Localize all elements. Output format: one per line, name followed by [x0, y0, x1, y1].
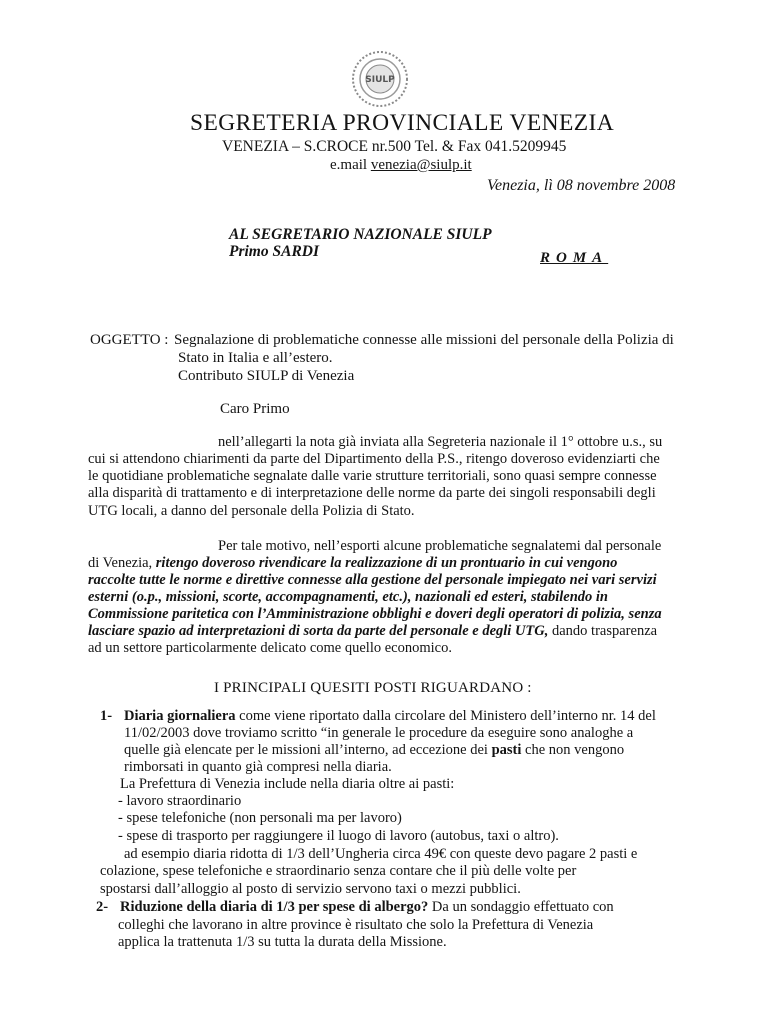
plain-text: che non vengono — [521, 742, 625, 758]
plain-text: di Venezia, — [88, 555, 156, 571]
item-line — [124, 708, 656, 725]
section-title: I PRINCIPALI QUESITI POSTI RIGUARDANO : — [214, 680, 532, 696]
paragraph-line — [88, 555, 617, 572]
item-line: colazione, spese telefoniche e straordinario senza contare che il più delle volte per — [100, 863, 577, 879]
greeting: Caro Primo — [220, 401, 290, 417]
item-number: 2- — [96, 899, 109, 915]
plain-text: quelle già elencate per le missioni all’interno, ad eccezione dei — [124, 742, 492, 758]
emphasis-text: pasti — [491, 742, 522, 758]
item-line: spostarsi dall’alloggio al posto di servizio servono taxi o mezzi pubblici. — [100, 881, 521, 897]
plain-text: Da un sondaggio effettuato con — [428, 899, 614, 915]
item-line: 11/02/2003 dove troviamo scritto “in generale le procedure da eseguire sono analoghe a — [124, 725, 634, 741]
item-line: rimborsati in quanto già compresi nella diaria. — [124, 759, 392, 775]
paragraph-line: Per tale motivo, nell’esporti alcune problematiche segnalatemi dal personale — [218, 538, 662, 554]
emphasis-text: ritengo doveroso rivendicare la realizzazione di un prontuario in cui vengono — [155, 555, 618, 571]
paragraph-line — [88, 623, 657, 640]
item-line: applica la trattenuta 1/3 su tutta la durata della Missione. — [118, 934, 447, 950]
plain-text: dando trasparenza — [548, 623, 658, 639]
subject-label: OGGETTO : — [90, 332, 169, 348]
paragraph-line: alla disparità di trattamento e di interpretazione delle norme da parte dei singoli responsabili degli — [88, 485, 656, 501]
item-line — [120, 899, 614, 916]
item-line — [124, 742, 624, 759]
item-line: colleghi che lavorano in altre province è risultato che solo la Prefettura di Venezia — [118, 917, 594, 933]
item-line: ad esempio diaria ridotta di 1/3 dell’Ungheria circa 49€ con queste devo pagare 2 pasti e — [124, 846, 638, 862]
letter-date: Venezia, lì 08 novembre 2008 — [487, 177, 676, 194]
item-line: La Prefettura di Venezia include nella diaria oltre ai pasti: — [120, 776, 455, 792]
siulp-seal-logo — [351, 50, 409, 108]
logo-text: SIULP — [365, 75, 395, 85]
paragraph-line: ad un settore particolarmente delicato come quello economico. — [88, 640, 452, 656]
plain-text: come viene riportato dalla circolare del Ministero dell’interno nr. 14 del — [235, 708, 656, 724]
item-number: 1- — [100, 708, 113, 724]
paragraph-line: nell’allegarti la nota già inviata alla Segreteria nazionale il 1° ottobre u.s., su — [218, 434, 663, 450]
emphasis-line: esterni (o.p., missioni, scorte, accompagnamenti, etc.), nazionali ed esteri, stabilendo in — [88, 589, 608, 605]
emphasis-text: lasciare spazio ad interpretazioni di sorta da parte del personale e degli UTG, — [88, 623, 549, 639]
item-title: Diaria giornaliera — [124, 708, 236, 724]
emphasis-line: Commissione paritetica con l’Amministrazione obblighi e doveri degli operatori di polizia, senza — [88, 606, 662, 622]
letterhead-title: SEGRETERIA PROVINCIALE VENEZIA — [190, 110, 615, 136]
subject-line: Segnalazione di problematiche connesse alle missioni del personale della Polizia di — [174, 332, 674, 348]
list-item: - spese telefoniche (non personali ma per lavoro) — [118, 810, 402, 826]
letterhead-address: VENEZIA – S.CROCE nr.500 Tel. & Fax 041.5209945 — [222, 138, 567, 155]
emphasis-line: raccolte tutte le norme e direttive connesse alla gestione del personale impiegato nei vari servizi — [88, 572, 657, 588]
list-item: - lavoro straordinario — [118, 793, 242, 809]
paragraph-line: le quotidiane problematiche segnalate dalle varie strutture territoriali, sono quasi sempre connesse — [88, 468, 657, 484]
recipient-name: Primo SARDI — [229, 243, 320, 260]
subject-line: Stato in Italia e all’estero. — [178, 350, 333, 366]
item-title: Riduzione della diaria di 1/3 per spese di albergo? — [120, 899, 429, 915]
email-link[interactable]: venezia@siulp.it — [370, 157, 472, 173]
email-prefix: e.mail — [330, 157, 371, 173]
list-item: - spese di trasporto per raggiungere il luogo di lavoro (autobus, taxi o altro). — [118, 828, 559, 844]
paragraph-line: cui si attendono chiarimenti da parte del Dipartimento della P.S., ritengo doveroso evidenziarti che — [88, 451, 660, 467]
paragraph-line: UTG locali, a danno del personale della Polizia di Stato. — [88, 503, 415, 519]
recipient-title: AL SEGRETARIO NAZIONALE SIULP — [229, 226, 492, 243]
letterhead-email — [330, 157, 472, 174]
recipient-city: ROMA — [540, 250, 609, 266]
subject-line: Contributo SIULP di Venezia — [178, 368, 355, 384]
